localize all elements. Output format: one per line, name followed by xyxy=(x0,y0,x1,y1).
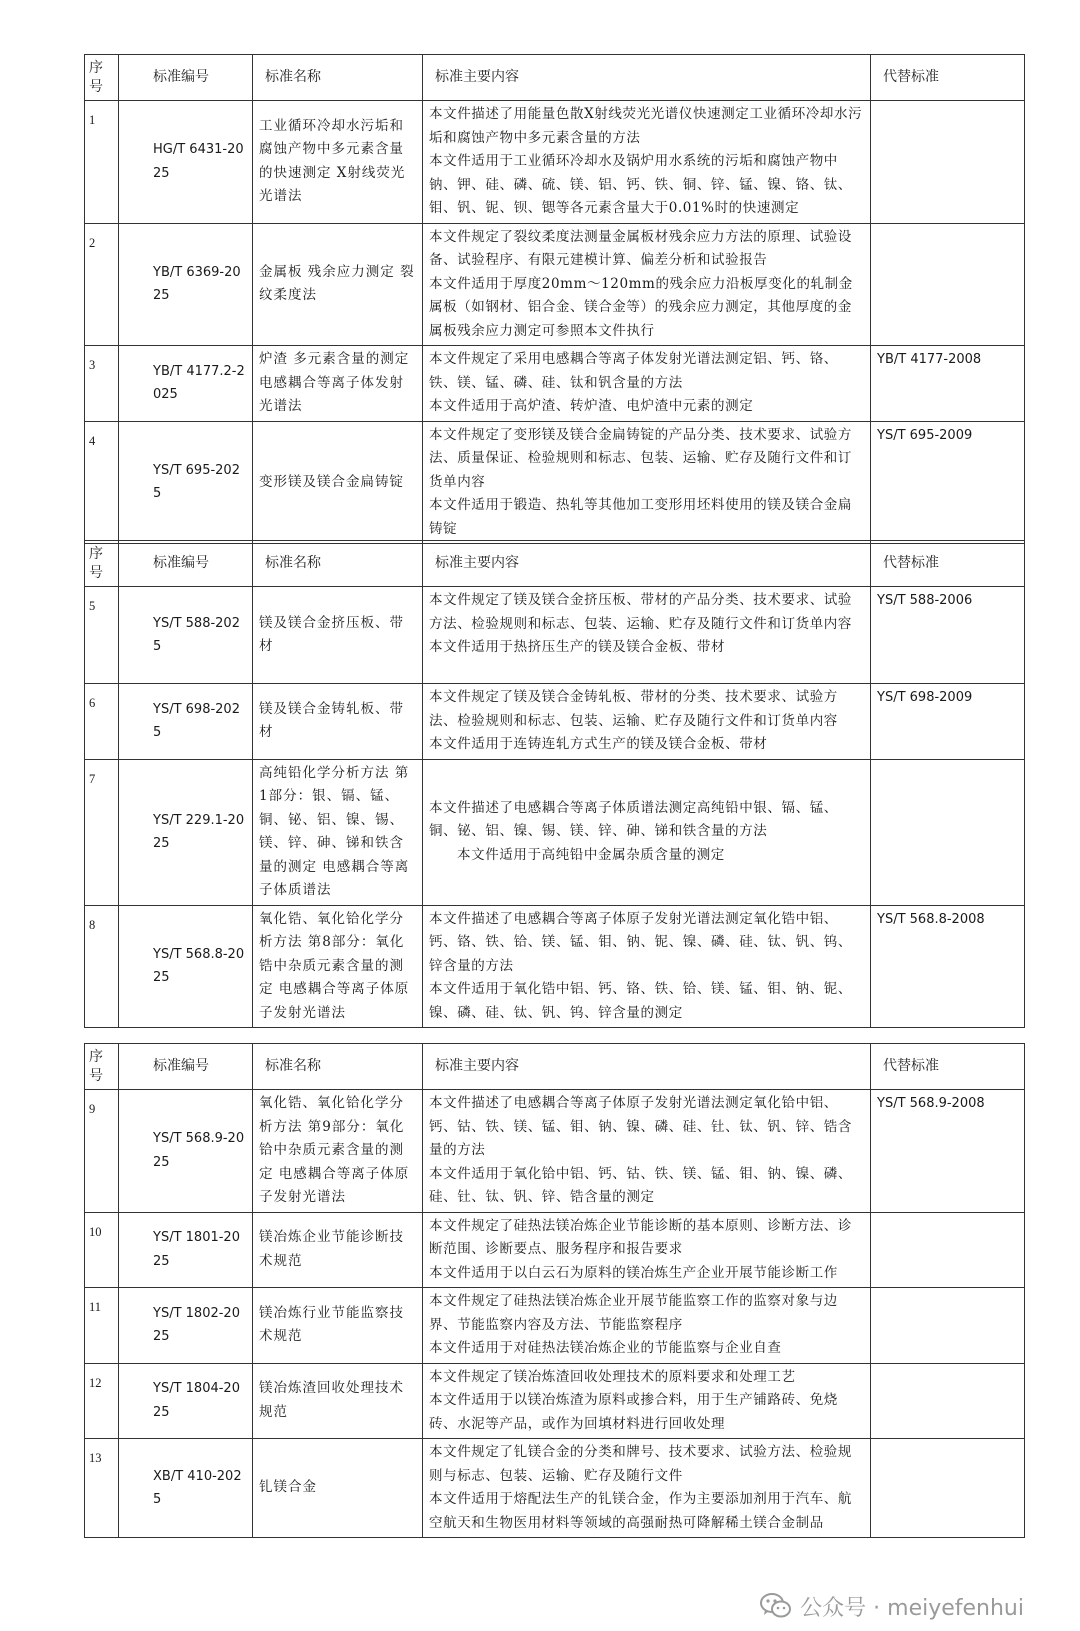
row-content xyxy=(423,684,871,760)
row-code: YS/T 1802-2025 xyxy=(119,1288,253,1364)
header-code: 标准编号 xyxy=(119,541,253,587)
content-line: 本文件适用于熔配法生产的钆镁合金，作为主要添加剂用于汽车、航空航天和生物医用材料等领域的高强耐热可降解稀土镁合金制品 xyxy=(429,1491,852,1531)
table-row xyxy=(85,101,1025,224)
row-seq: 5 xyxy=(85,587,119,684)
row-replace xyxy=(871,1363,1025,1439)
row-name: 镁冶炼企业节能诊断技术规范 xyxy=(253,1212,423,1288)
row-replace: YS/T 568.8-2008 xyxy=(871,905,1025,1028)
row-replace xyxy=(871,223,1025,346)
content-line: 本文件规定了镁冶炼渣回收处理技术的原料要求和处理工艺 xyxy=(429,1368,796,1385)
row-code: YS/T 229.1-2025 xyxy=(119,759,253,905)
row-code: YS/T 1804-2025 xyxy=(119,1363,253,1439)
content-line: 本文件适用于厚度20mm～120mm的残余应力沿板厚变化的轧制金属板（如钢材、铝合金、镁合金等）的残余应力测定，其他厚度的金属板残余应力测定可参照本文件执行 xyxy=(429,275,853,339)
row-seq: 9 xyxy=(85,1090,119,1213)
row-replace xyxy=(871,1439,1025,1538)
row-name: 钆镁合金 xyxy=(253,1439,423,1538)
content-line: 本文件适用于以镁冶炼渣为原料或掺合料，用于生产铺路砖、免烧砖、水泥等产品，或作为回填材料进行回收处理 xyxy=(429,1392,838,1432)
header-name: 标准名称 xyxy=(253,541,423,587)
row-code: XB/T 410-2025 xyxy=(119,1439,253,1538)
header-seq: 序号 xyxy=(85,55,119,101)
content-line: 本文件适用于高纯铅中金属杂质含量的测定 xyxy=(457,846,725,863)
row-code: HG/T 6431-2025 xyxy=(119,101,253,224)
table-row xyxy=(85,1439,1025,1538)
row-code: YS/T 568.8-2025 xyxy=(119,905,253,1028)
table-header-row xyxy=(85,55,1025,101)
row-seq: 11 xyxy=(85,1288,119,1364)
row-replace: YS/T 698-2009 xyxy=(871,684,1025,760)
header-content: 标准主要内容 xyxy=(423,541,871,587)
row-replace xyxy=(871,1288,1025,1364)
header-replace: 代替标准 xyxy=(871,541,1025,587)
row-name: 镁及镁合金铸轧板、带材 xyxy=(253,684,423,760)
content-line: 本文件适用于氧化锆中铝、钙、铬、铁、铪、镁、锰、钼、钠、铌、镍、磷、硅、钛、钒、钨、锌含量的测定 xyxy=(429,981,852,1021)
table-header-row xyxy=(85,541,1025,587)
watermark-text: 公众号 · meiyefenhui xyxy=(800,1595,1024,1621)
standards-table-1 xyxy=(84,54,1025,544)
row-code: YS/T 695-2025 xyxy=(119,421,253,544)
wechat-icon xyxy=(760,1592,792,1620)
header-code: 标准编号 xyxy=(119,55,253,101)
row-seq: 1 xyxy=(85,101,119,224)
table-row xyxy=(85,1212,1025,1288)
row-seq: 8 xyxy=(85,905,119,1028)
row-name: 氧化锆、氧化铪化学分析方法 第9部分：氧化铪中杂质元素含量的测定 电感耦合等离子体原子发射光谱法 xyxy=(253,1090,423,1213)
row-name: 工业循环冷却水污垢和腐蚀产物中多元素含量的快速测定 X射线荧光光谱法 xyxy=(253,101,423,224)
row-name: 氧化锆、氧化铪化学分析方法 第8部分：氧化锆中杂质元素含量的测定 电感耦合等离子体原子发射光谱法 xyxy=(253,905,423,1028)
row-replace: YS/T 588-2006 xyxy=(871,587,1025,684)
header-seq: 序号 xyxy=(85,1044,119,1090)
row-replace xyxy=(871,101,1025,224)
row-seq: 6 xyxy=(85,684,119,760)
row-seq: 12 xyxy=(85,1363,119,1439)
content-line: 本文件规定了硅热法镁冶炼企业节能诊断的基本原则、诊断方法、诊断范围、诊断要点、服务程序和报告要求 xyxy=(429,1217,852,1257)
watermark xyxy=(760,1588,1024,1624)
row-replace: YS/T 568.9-2008 xyxy=(871,1090,1025,1213)
row-content xyxy=(423,1288,871,1364)
content-line: 本文件描述了用能量色散X射线荧光光谱仪快速测定工业循环冷却水污垢和腐蚀产物中多元素含量的方法 xyxy=(429,106,863,146)
content-line: 本文件规定了镁及镁合金铸轧板、带材的分类、技术要求、试验方法、检验规则和标志、包装、运输、贮存及随行文件和订货单内容 xyxy=(429,689,838,729)
row-content xyxy=(423,223,871,346)
content-line: 本文件适用于氧化铪中铝、钙、钴、铁、镁、锰、钼、钠、镍、磷、硅、钍、钛、钒、锌、锆含量的测定 xyxy=(429,1165,852,1205)
row-seq: 4 xyxy=(85,421,119,544)
row-content xyxy=(423,421,871,544)
row-seq: 10 xyxy=(85,1212,119,1288)
row-seq: 3 xyxy=(85,346,119,422)
row-content xyxy=(423,759,871,905)
row-code: YB/T 4177.2-2025 xyxy=(119,346,253,422)
row-content xyxy=(423,905,871,1028)
table-row xyxy=(85,1288,1025,1364)
content-line: 本文件规定了裂纹柔度法测量金属板材残余应力方法的原理、试验设备、试验程序、有限元建模计算、偏差分析和试验报告 xyxy=(429,228,852,268)
header-name: 标准名称 xyxy=(253,1044,423,1090)
content-line: 本文件规定了采用电感耦合等离子体发射光谱法测定铝、钙、铬、铁、镁、锰、磷、硅、钛和钒含量的方法 xyxy=(429,351,838,391)
row-content xyxy=(423,1212,871,1288)
content-line: 本文件描述了电感耦合等离子体原子发射光谱法测定氧化锆中铝、钙、铬、铁、铪、镁、锰、钼、钠、铌、镍、磷、硅、钛、钒、钨、锌含量的方法 xyxy=(429,910,852,974)
row-name: 镁冶炼渣回收处理技术规范 xyxy=(253,1363,423,1439)
row-replace: YS/T 695-2009 xyxy=(871,421,1025,544)
row-name: 高纯铅化学分析方法 第1部分：银、镉、锰、铜、铋、铝、镍、锡、镁、锌、砷、锑和铁含量的测定 电感耦合等离子体质谱法 xyxy=(253,759,423,905)
table-row xyxy=(85,223,1025,346)
row-content xyxy=(423,101,871,224)
content-line: 本文件适用于热挤压生产的镁及镁合金板、带材 xyxy=(429,639,726,655)
standards-table-2 xyxy=(84,540,1025,1028)
content-line: 本文件适用于以白云石为原料的镁冶炼生产企业开展节能诊断工作 xyxy=(429,1264,838,1281)
header-content: 标准主要内容 xyxy=(423,55,871,101)
header-replace: 代替标准 xyxy=(871,1044,1025,1090)
row-seq: 13 xyxy=(85,1439,119,1538)
table-row xyxy=(85,684,1025,760)
content-line: 本文件适用于锻造、热轧等其他加工变形用坯料使用的镁及镁合金扁铸锭 xyxy=(429,497,852,537)
content-line: 本文件适用于连铸连轧方式生产的镁及镁合金板、带材 xyxy=(429,736,768,752)
content-line: 本文件规定了硅热法镁冶炼企业开展节能监察工作的监察对象与边界、节能监察内容及方法、节能监察程序 xyxy=(429,1293,838,1333)
header-content: 标准主要内容 xyxy=(423,1044,871,1090)
row-seq: 7 xyxy=(85,759,119,905)
row-content xyxy=(423,1439,871,1538)
table-row xyxy=(85,346,1025,422)
content-line: 本文件适用于高炉渣、转炉渣、电炉渣中元素的测定 xyxy=(429,398,754,414)
table-row xyxy=(85,1363,1025,1439)
header-code: 标准编号 xyxy=(119,1044,253,1090)
row-replace xyxy=(871,759,1025,905)
content-line: 本文件规定了钆镁合金的分类和牌号、技术要求、试验方法、检验规则与标志、包装、运输、贮存及随行文件 xyxy=(429,1444,852,1484)
row-seq: 2 xyxy=(85,223,119,346)
row-name: 变形镁及镁合金扁铸锭 xyxy=(253,421,423,544)
row-name: 炉渣 多元素含量的测定 电感耦合等离子体发射光谱法 xyxy=(253,346,423,422)
row-content xyxy=(423,587,871,684)
content-line: 本文件描述了电感耦合等离子体原子发射光谱法测定氧化铪中铝、钙、钴、铁、镁、锰、钼、钠、镍、磷、硅、钍、钛、钒、锌、锆含量的方法 xyxy=(429,1095,852,1158)
row-code: YS/T 698-2025 xyxy=(119,684,253,760)
content-line: 本文件适用于对硅热法镁冶炼企业的节能监察与企业自查 xyxy=(429,1340,782,1356)
row-content xyxy=(423,1090,871,1213)
table-row xyxy=(85,587,1025,684)
header-replace: 代替标准 xyxy=(871,55,1025,101)
row-name: 镁冶炼行业节能监察技术规范 xyxy=(253,1288,423,1364)
row-code: YB/T 6369-2025 xyxy=(119,223,253,346)
standards-table-3 xyxy=(84,1043,1025,1538)
row-replace xyxy=(871,1212,1025,1288)
content-line: 本文件适用于工业循环冷却水及锅炉用水系统的污垢和腐蚀产物中钠、钾、硅、磷、硫、镁、铝、钙、铁、铜、锌、锰、镍、铬、钛、钼、钒、铌、钡、锶等各元素含量大于0.01%时的快速测定 xyxy=(429,153,852,216)
row-content xyxy=(423,1363,871,1439)
row-code: YS/T 1801-2025 xyxy=(119,1212,253,1288)
row-name: 镁及镁合金挤压板、带材 xyxy=(253,587,423,684)
table-row xyxy=(85,905,1025,1028)
table-row xyxy=(85,421,1025,544)
header-seq: 序号 xyxy=(85,541,119,587)
table-row xyxy=(85,759,1025,905)
content-line: 本文件规定了镁及镁合金挤压板、带材的产品分类、技术要求、试验方法、检验规则和标志、包装、运输、贮存及随行文件和订货单内容 xyxy=(429,592,852,632)
row-replace: YB/T 4177-2008 xyxy=(871,346,1025,422)
table-row xyxy=(85,1090,1025,1213)
content-line: 本文件规定了变形镁及镁合金扁铸锭的产品分类、技术要求、试验方法、质量保证、检验规则和标志、包装、运输、贮存及随行文件和订货单内容 xyxy=(429,426,852,490)
row-name: 金属板 残余应力测定 裂纹柔度法 xyxy=(253,223,423,346)
row-code: YS/T 588-2025 xyxy=(119,587,253,684)
header-name: 标准名称 xyxy=(253,55,423,101)
content-line: 本文件描述了电感耦合等离子体质谱法测定高纯铅中银、镉、锰、铜、铋、铝、镍、锡、镁、锌、砷、锑和铁含量的方法 xyxy=(429,799,838,840)
row-content xyxy=(423,346,871,422)
table-header-row xyxy=(85,1044,1025,1090)
row-code: YS/T 568.9-2025 xyxy=(119,1090,253,1213)
